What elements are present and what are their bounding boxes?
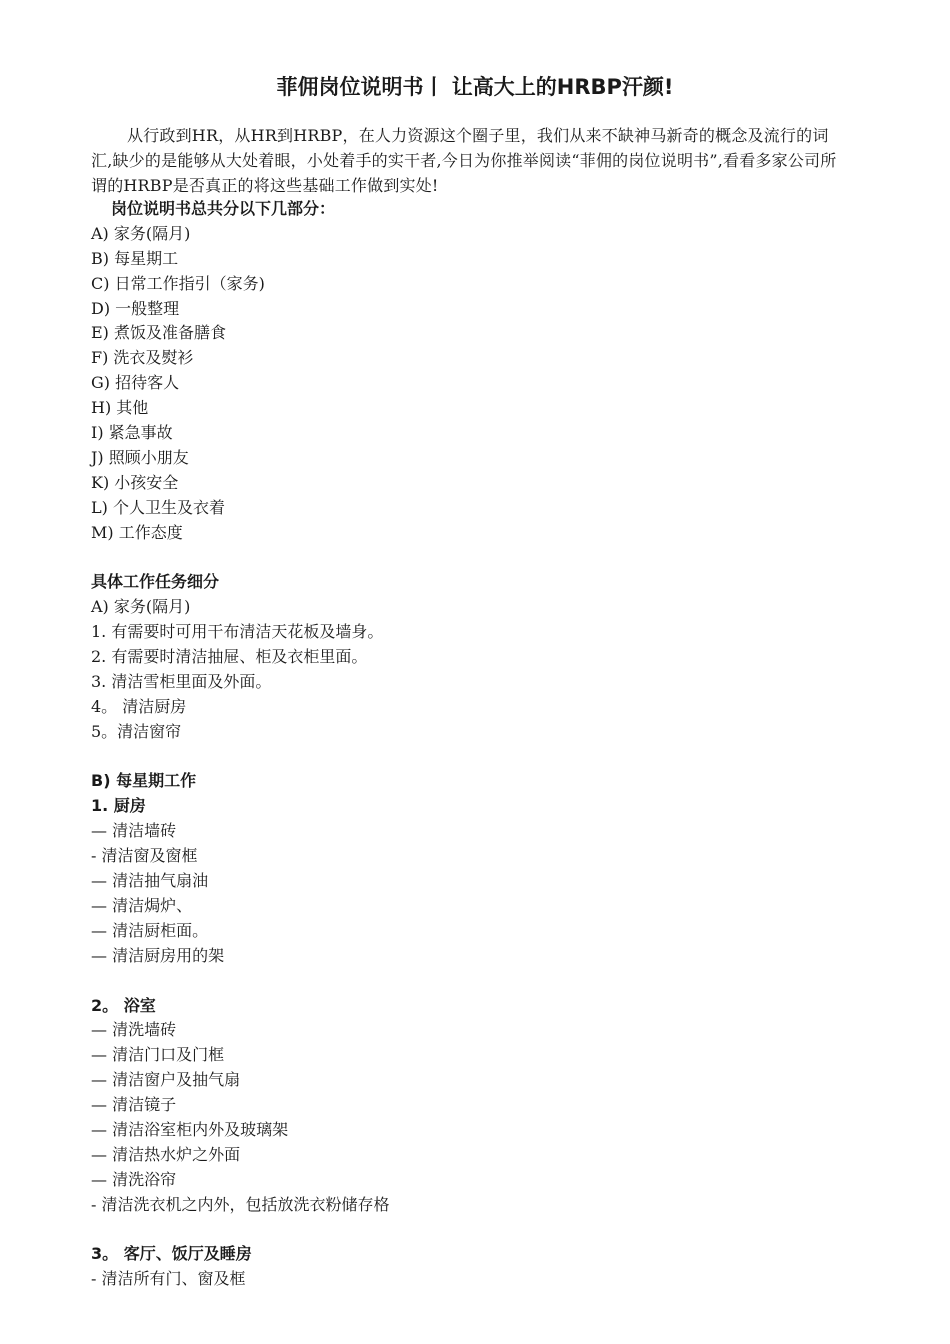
bathroom-item: — 清洁热水炉之外面	[91, 1144, 241, 1164]
outline-item: I) 紧急事故	[91, 423, 173, 443]
outline-item: J) 照顾小朋友	[91, 447, 189, 467]
bathroom-item: — 清洁镜子	[91, 1095, 177, 1115]
kitchen-item: — 清洁厨房用的架	[91, 945, 225, 965]
section-a-title: A) 家务(隔月)	[91, 597, 191, 617]
spacer	[91, 1218, 871, 1243]
kitchen-item: - 清洁窗及窗框	[91, 846, 198, 866]
outline-item: D) 一般整理	[91, 298, 180, 318]
kitchen-item: — 清洁焗炉、	[91, 895, 193, 915]
outline-item: L) 个人卫生及衣着	[91, 497, 225, 517]
section-a-item: 3. 清洁雪柜里面及外面。	[91, 671, 272, 691]
section-a-item: 4。 清洁厨房	[91, 696, 187, 716]
outline-item: E) 煮饭及准备膳食	[91, 323, 227, 343]
outline-item: H) 其他	[91, 398, 149, 418]
bathroom-title: 2。 浴室	[91, 995, 156, 1015]
outline-item: M) 工作态度	[91, 522, 183, 542]
section-a-item: 2. 有需要时清洁抽屉、柜及衣柜里面。	[91, 647, 368, 667]
kitchen-title: 1. 厨房	[91, 796, 146, 816]
outline-item: F) 洗衣及熨衫	[91, 348, 194, 368]
outline-heading: 岗位说明书总共分以下几部分：	[111, 199, 336, 218]
kitchen-item: — 清洁抽气扇油	[91, 871, 209, 891]
outline-item: K) 小孩安全	[91, 472, 179, 492]
outline-item: C) 日常工作指引（家务)	[91, 273, 265, 293]
document-title: 菲佣岗位说明书丨 让高大上的HRBP汗颜!	[276, 75, 674, 99]
kitchen-item: — 清洁墙砖	[91, 821, 177, 841]
spacer	[91, 545, 871, 570]
bathroom-item: — 清洁门口及门框	[91, 1045, 225, 1065]
intro-paragraph: 从行政到HR，从HR到HRBP，在人力资源这个圈子里，我们从来不缺神马新奇的概念及流行的词汇,缺少的是能够从大处着眼，小处着手的实干者,今日为你推举阅读“菲佣的岗位说明书”,看看多家公司所谓的HRBP是否真正的将这些基础工作做到实处!	[91, 126, 837, 195]
bathroom-item: — 清洗墙砖	[91, 1020, 177, 1040]
outline-item: G) 招待客人	[91, 373, 180, 393]
section-a-item: 5。清洁窗帘	[91, 721, 182, 741]
spacer	[91, 745, 871, 770]
outline-item: A) 家务(隔月)	[91, 223, 191, 243]
bathroom-item: - 清洁洗衣机之内外，包括放洗衣粉储存格	[91, 1194, 390, 1214]
living-title: 3。 客厅、饭厅及睡房	[91, 1244, 252, 1264]
living-item: - 清洁所有门、窗及框	[91, 1269, 246, 1289]
bathroom-item: — 清洗浴帘	[91, 1169, 177, 1189]
section-a-item: 1. 有需要时可用干布清洁天花板及墙身。	[91, 622, 384, 642]
spacer	[91, 969, 871, 994]
outline-item: B) 每星期工	[91, 248, 179, 268]
section-b-title: B) 每星期工作	[91, 771, 197, 791]
kitchen-item: — 清洁厨柜面。	[91, 920, 209, 940]
document-body	[91, 197, 871, 1292]
bathroom-item: — 清洁窗户及抽气扇	[91, 1070, 241, 1090]
detail-heading: 具体工作任务细分	[91, 572, 220, 592]
bathroom-item: — 清洁浴室柜内外及玻璃架	[91, 1119, 289, 1139]
